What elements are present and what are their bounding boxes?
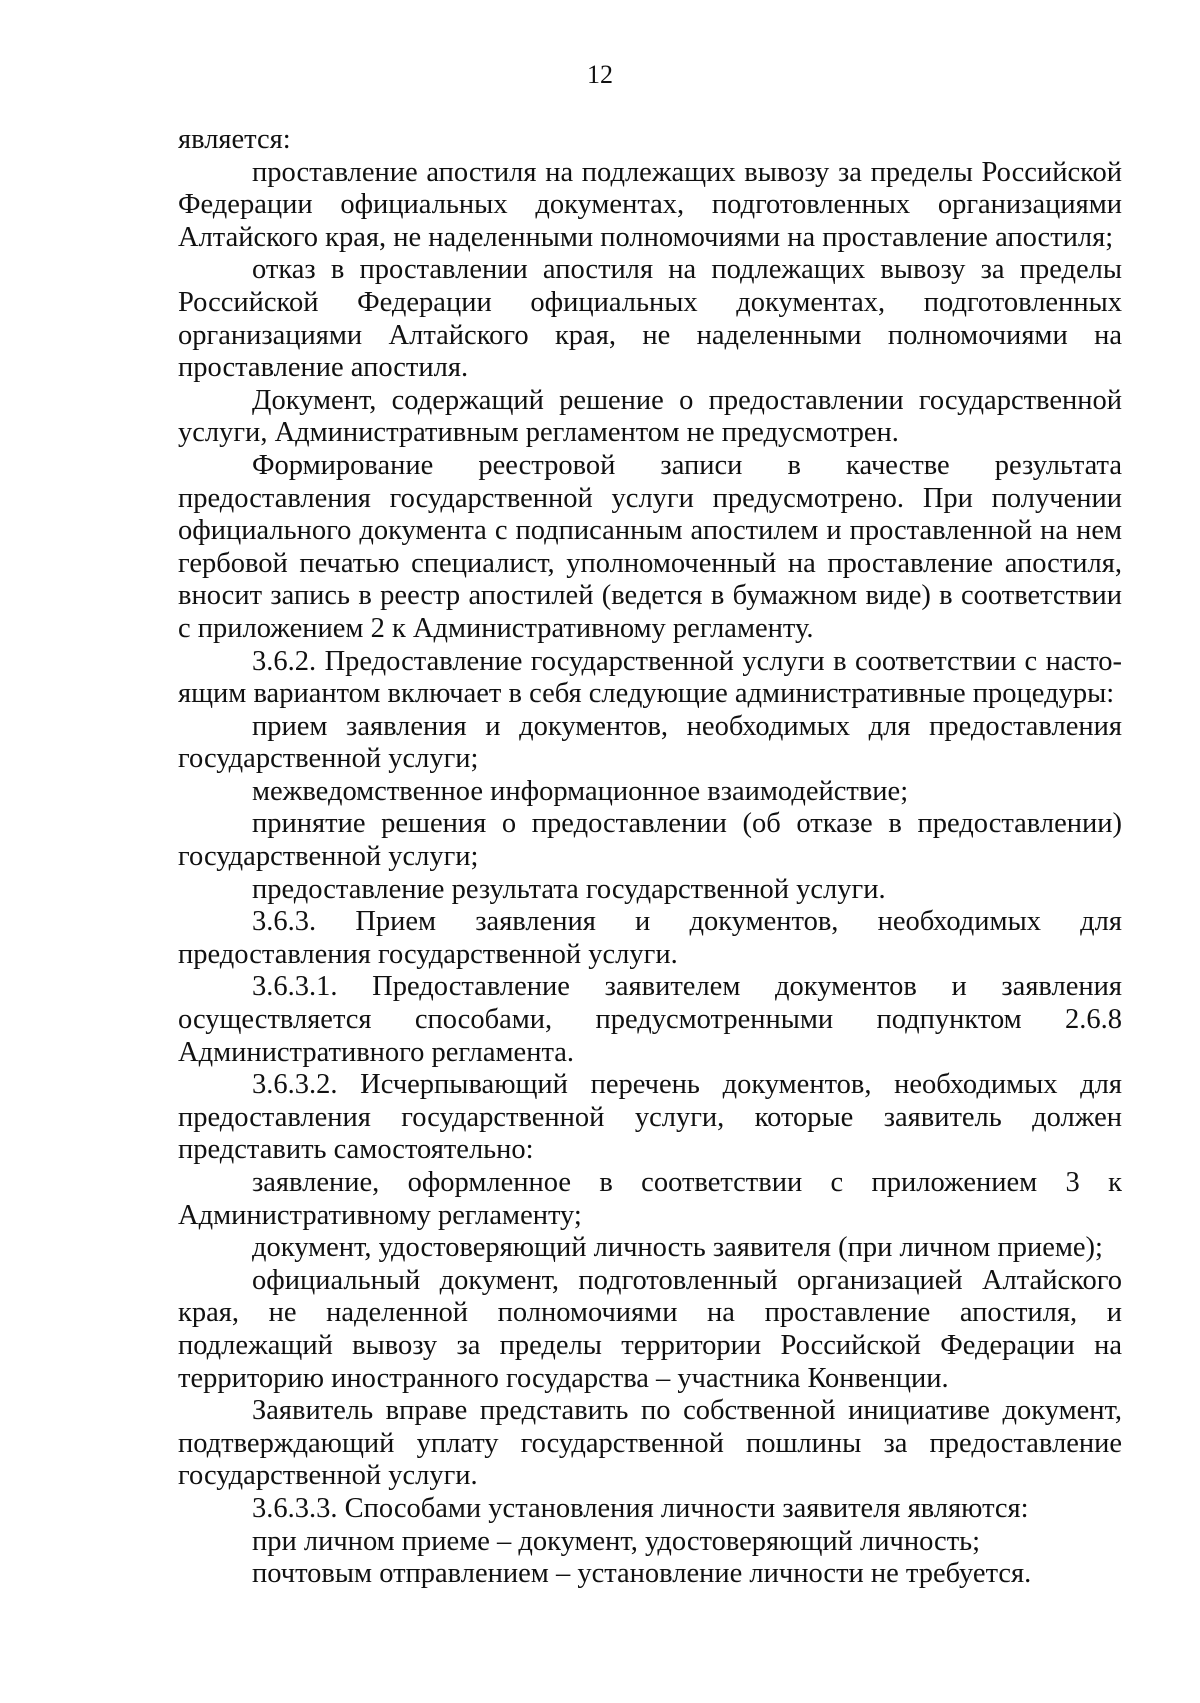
paragraph: официальный документ, подготовленный организацией Алтайского края, не наделенной полномочиями на проставление апостиля, и подлежащий вывозу за пределы территории Российской Федерации на территорию иностранного государства – участника Конвенции. bbox=[178, 1264, 1122, 1394]
paragraph: межведомственное информационное взаимодействие; bbox=[252, 775, 909, 807]
paragraph: принятие решения о предоставлении (об отказе в предоставлении) государственной услуги; bbox=[178, 808, 1122, 873]
paragraph: документ, удостоверяющий личность заявителя (при личном приеме); bbox=[252, 1232, 1103, 1264]
paragraph: предоставление результата государственной услуги. bbox=[252, 873, 886, 905]
document-body bbox=[178, 124, 1122, 1591]
paragraph-continuation: является: bbox=[178, 124, 291, 155]
paragraph: 3.6.3.1. Предоставление заявителем документов и заявления осуществляется способами, предусмотренными подпунктом 2.6.8 Административного регламента. bbox=[178, 971, 1122, 1068]
paragraph: почтовым отправлением – установление личности не требуется. bbox=[252, 1558, 1032, 1590]
paragraph: проставление апостиля на подлежащих вывозу за пределы Российской Федерации официальных документах, подготовленных организациями Алтайского края, не наделенными полномочиями на проставление апостиля; bbox=[178, 156, 1122, 253]
paragraph: прием заявления и документов, необходимых для предоставления государственной услуги; bbox=[178, 710, 1122, 775]
paragraph: Документ, содержащий решение о предоставлении государственной услуги, Административным регламентом не предусмотрен. bbox=[178, 384, 1122, 449]
page-number: 12 bbox=[587, 60, 613, 89]
paragraph: Заявитель вправе представить по собственной инициативе документ, подтверждающий уплату государственной пошлины за предоставление государственной услуги. bbox=[178, 1395, 1122, 1492]
paragraph: Формирование реестровой записи в качестве результата предоставления государственной услуги предусмотрено. При получении официального документа с подписанным апостилем и проставленной на нем гербовой печатью специалист, уполномоченный на проставление апостиля, вносит запись в реестр апостилей (ведется в бумажном виде) в соответствии с приложением 2 к Административному регламенту. bbox=[178, 449, 1122, 644]
paragraph: 3.6.3.2. Исчерпывающий перечень документов, необходимых для предоставления государственной услуги, которые заявитель должен представить самостоятельно: bbox=[178, 1069, 1122, 1166]
paragraph: 3.6.3.3. Способами установления личности заявителя являются: bbox=[252, 1492, 1029, 1524]
paragraph: 3.6.2. Предоставление государственной услуги в соответствии с насто-ящим вариантом включает в себя следующие административные процедуры: bbox=[178, 645, 1122, 710]
paragraph: отказ в проставлении апостиля на подлежащих вывозу за пределы Российской Федерации официальных документах, подготовленных организациями Алтайского края, не наделенными полномочиями на проставление апостиля. bbox=[178, 254, 1122, 384]
paragraph: 3.6.3. Прием заявления и документов, необходимых для предоставления государственной услуги. bbox=[178, 906, 1122, 970]
paragraph: заявление, оформленное в соответствии с приложением 3 к Административному регламенту; bbox=[178, 1167, 1122, 1231]
paragraph: при личном приеме – документ, удостоверяющий личность; bbox=[252, 1525, 981, 1557]
